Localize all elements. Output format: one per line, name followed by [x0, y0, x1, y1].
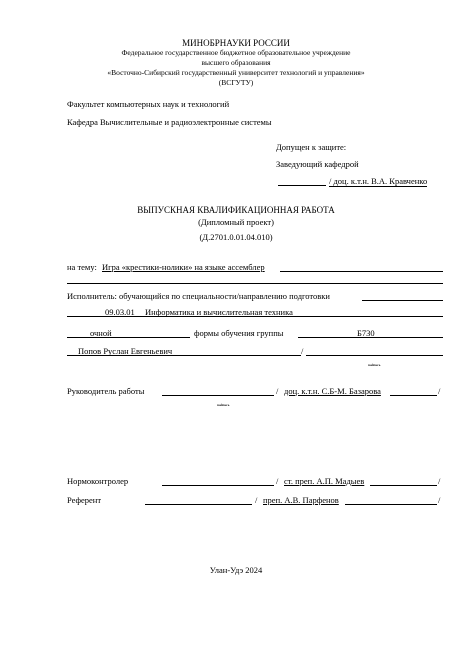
topic-line-2: [67, 283, 443, 284]
supervisor-slash: /: [276, 386, 279, 396]
form-line: [67, 337, 190, 338]
referee-sign-line: [145, 504, 252, 505]
executor-label: Исполнитель: обучающийся по специальности/направлению подготовки: [67, 291, 330, 301]
norm-slash: /: [276, 476, 279, 486]
faculty: Факультет компьютерных наук и технологий: [67, 99, 230, 109]
supervisor-slash-end: /: [438, 386, 441, 396]
head-label: Заведующий кафедрой: [276, 159, 359, 169]
work-title: ВЫПУСКНАЯ КВАЛИФИКАЦИОННАЯ РАБОТА: [137, 205, 335, 215]
group-value: Б730: [357, 328, 375, 338]
norm-slash-end: /: [438, 476, 441, 486]
student-name: Попов Руслан Евгеньевич: [78, 346, 173, 356]
spec-line: [67, 316, 443, 317]
supervisor-name-line: [390, 395, 437, 396]
topic-value: Игра «крестики-нолики» на языке ассемблер: [102, 262, 265, 272]
student-sign-caption: подпись: [368, 363, 381, 367]
referee-slash: /: [255, 495, 258, 505]
referee-label: Референт: [67, 495, 102, 505]
supervisor-sign-caption: подпись: [217, 403, 230, 407]
norm-label: Нормоконтролер: [67, 476, 129, 486]
referee-name-line: [345, 504, 437, 505]
executor-line: [362, 300, 443, 301]
form-label: формы обучения группы: [194, 328, 284, 338]
norm-sign-line: [162, 485, 274, 486]
spec-code: 09.03.01: [105, 307, 135, 317]
student-sign-line: [306, 355, 443, 356]
spec-name: Информатика и вычислительная техника: [145, 307, 293, 317]
head-signature-line: [278, 185, 326, 186]
norm-name-line: [370, 485, 437, 486]
work-subtitle: (Дипломный проект): [198, 217, 274, 227]
ministry-title: МИНОБРНАУКИ РОССИИ: [182, 38, 290, 48]
topic-line-1: [280, 271, 443, 272]
referee-slash-end: /: [438, 495, 441, 505]
org-line-3: «Восточно-Сибирский государственный университет технологий и управления»: [107, 68, 365, 77]
admitted-label: Допущен к защите:: [276, 142, 347, 152]
referee-name: преп. А.В. Парфенов: [263, 495, 339, 505]
org-abbr: (ВСГУТУ): [218, 78, 254, 87]
work-code: (Д.2701.0.01.04.010): [199, 232, 273, 242]
department: Кафедра Вычислительные и радиоэлектронные системы: [67, 117, 272, 127]
head-name-wrap: [329, 176, 427, 187]
norm-name: ст. преп. А.П. Мадыев: [284, 476, 365, 486]
group-line: [298, 337, 443, 338]
supervisor-name: доц. к.т.н. С.Б-М. Базарова: [284, 386, 381, 396]
org-line-1: Федеральное государственное бюджетное образовательное учреждение: [121, 48, 351, 57]
slash: /: [301, 346, 304, 356]
supervisor-sign-line: [162, 395, 274, 396]
topic-label: на тему:: [67, 262, 97, 272]
org-line-2: высшего образования: [201, 58, 271, 67]
city-year: Улан-Удэ 2024: [209, 565, 263, 575]
head-name: / доц. к.т.н. В.А. Кравченко: [329, 176, 428, 186]
supervisor-label: Руководитель работы: [67, 386, 145, 396]
student-name-line: [67, 355, 301, 356]
form-value: очной: [90, 328, 112, 338]
